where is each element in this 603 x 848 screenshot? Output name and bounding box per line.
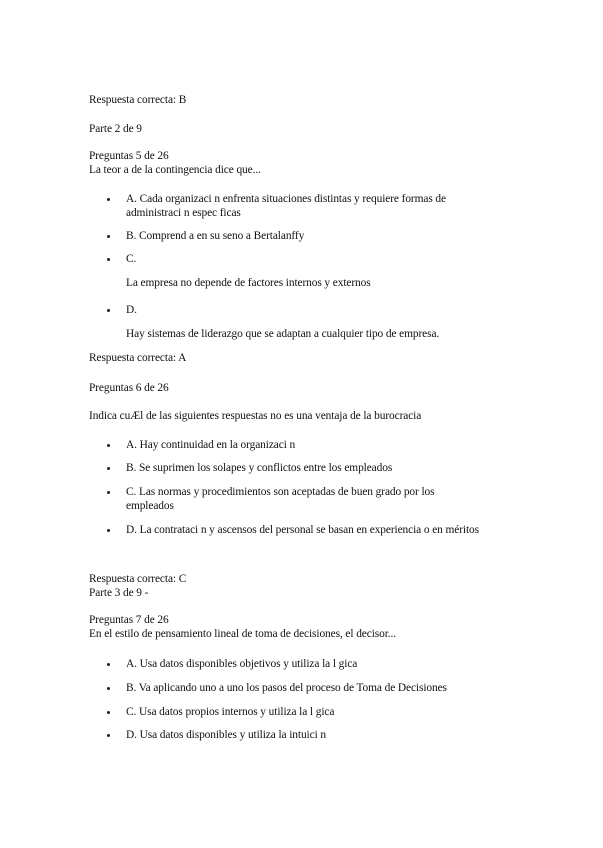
question-number: Preguntas 7 de 26 bbox=[89, 614, 169, 626]
option-c: C. bbox=[126, 253, 137, 265]
part-indicator: Parte 2 de 9 bbox=[89, 123, 142, 135]
bullet-icon bbox=[107, 529, 110, 532]
answer-text: Respuesta correcta: C bbox=[89, 573, 187, 585]
option-c: C. Las normas y procedimientos son aceptadas de buen grado por los bbox=[126, 486, 435, 498]
option-d: D. Usa datos disponibles y utiliza la intuici n bbox=[126, 729, 326, 741]
option-a: A. Usa datos disponibles objetivos y utiliza la l gica bbox=[126, 658, 358, 670]
bullet-icon bbox=[107, 734, 110, 737]
option-a-continued: administraci n espec ficas bbox=[126, 207, 241, 219]
option-d: D. La contrataci n y ascensos del personal se basan en experiencia o en méritos bbox=[126, 524, 479, 536]
option-c: C. Usa datos propios internos y utiliza la l gica bbox=[126, 706, 335, 718]
option-d: D. bbox=[126, 304, 137, 316]
option-a: A. Hay continuidad en la organizaci n bbox=[126, 439, 296, 451]
bullet-icon bbox=[107, 663, 110, 666]
bullet-icon bbox=[107, 711, 110, 714]
question-text: Indica cuÆl de las siguientes respuestas no es una ventaja de la burocracia bbox=[89, 410, 422, 422]
option-c-text: La empresa no depende de factores internos y externos bbox=[126, 277, 371, 289]
bullet-icon bbox=[107, 258, 110, 261]
bullet-icon bbox=[107, 467, 110, 470]
part-indicator: Parte 3 de 9 - bbox=[89, 587, 149, 599]
bullet-icon bbox=[107, 235, 110, 238]
answer-text: Respuesta correcta: B bbox=[89, 94, 187, 106]
option-b: B. Comprend a en su seno a Bertalanffy bbox=[126, 230, 305, 242]
option-c-continued: empleados bbox=[126, 500, 174, 512]
bullet-icon bbox=[107, 309, 110, 312]
option-a: A. Cada organizaci n enfrenta situaciones distintas y requiere formas de bbox=[126, 193, 446, 205]
option-b: B. Va aplicando uno a uno los pasos del proceso de Toma de Decisiones bbox=[126, 682, 447, 694]
option-d-text: Hay sistemas de liderazgo que se adaptan a cualquier tipo de empresa. bbox=[126, 328, 440, 340]
bullet-icon bbox=[107, 444, 110, 447]
bullet-icon bbox=[107, 198, 110, 201]
option-b: B. Se suprimen los solapes y conflictos entre los empleados bbox=[126, 462, 393, 474]
answer-text: Respuesta correcta: A bbox=[89, 352, 187, 364]
question-text: En el estilo de pensamiento lineal de toma de decisiones, el decisor... bbox=[89, 628, 396, 640]
question-text: La teor a de la contingencia dice que... bbox=[89, 164, 261, 176]
question-number: Preguntas 6 de 26 bbox=[89, 382, 169, 394]
bullet-icon bbox=[107, 491, 110, 494]
bullet-icon bbox=[107, 687, 110, 690]
question-number: Preguntas 5 de 26 bbox=[89, 150, 169, 162]
